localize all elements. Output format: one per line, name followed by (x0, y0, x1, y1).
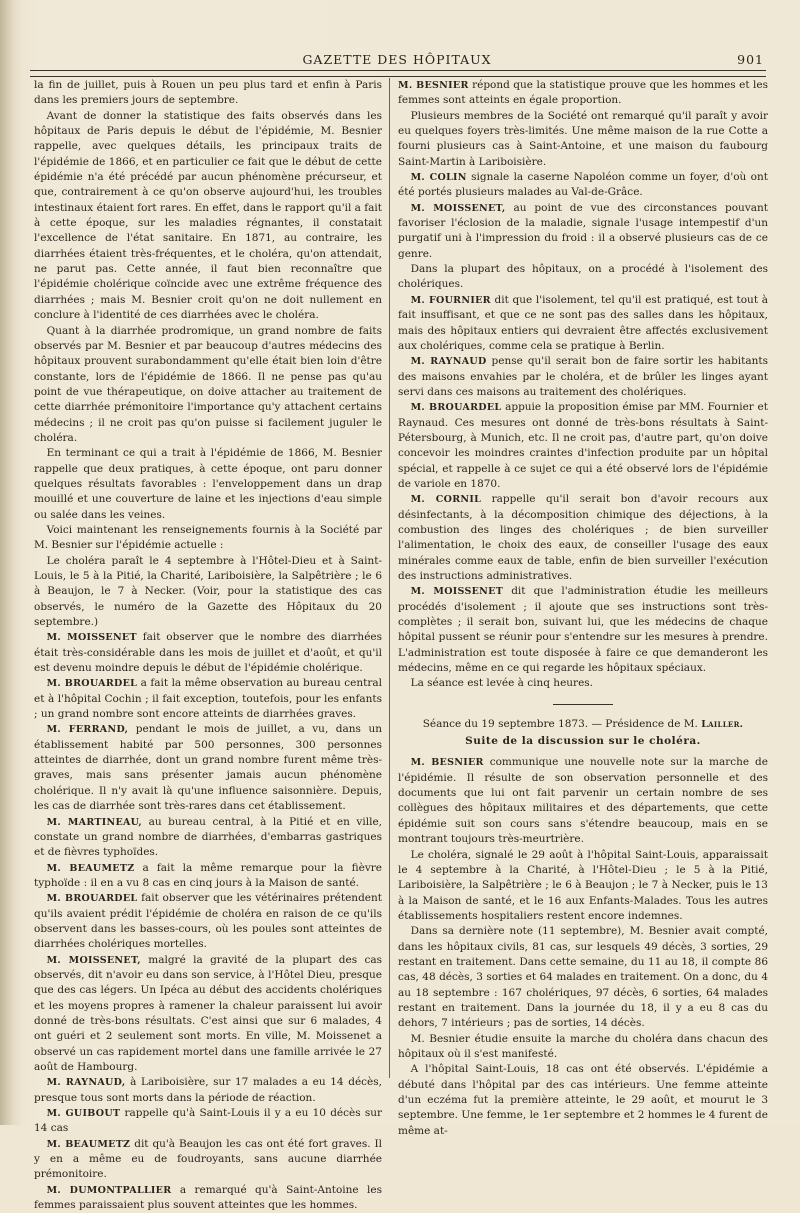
paragraph-text: Dans la plupart des hôpitaux, on a procédé à l'isolement des cholériques. (398, 263, 768, 291)
speaker-name: M. BEAUMETZ (46, 862, 135, 874)
paragraph (398, 676, 768, 691)
column-separator (389, 78, 390, 1078)
paragraph-text: appuie la proposition émise par MM. Fournier et Raynaud. Ces mesures ont donné de très-bons résultats à Saint-Pétersbourg, à Munich, etc. Il ne croit pas, d'autre part, qu'on doive concevoir les moindres craintes d'infection produite par un hôpital spécial, et rappelle à ce sujet ce qui a été observé lors de l'épidémie de variole en 1870. (398, 401, 768, 490)
paragraph-text: En terminant ce qui a trait à l'épidémie de 1866, M. Besnier rappelle que deux pratiques, à cette époque, ont paru donner quelques résultats favorables : l'enveloppement dans un drap mouillé et une couverture de laine et les injections d'eau simple ou salée dans les veines. (34, 447, 382, 521)
speaker-name: M. BEAUMETZ (46, 1138, 131, 1150)
paragraph (34, 109, 382, 324)
paragraph-text: à Lariboisière, sur 17 malades a eu 14 décès, presque tous sont morts dans la période de réaction. (34, 1076, 383, 1104)
speaker-name: M. GUIBOUT (46, 1108, 121, 1120)
paragraph (34, 1106, 382, 1137)
paragraph (34, 722, 382, 814)
speaker-name: M. RAYNAUD, (46, 1077, 126, 1089)
paragraph (398, 1062, 768, 1139)
speaker-name: M. MOISSENET, (410, 202, 506, 214)
paragraph-text: La séance est levée à cinq heures. (410, 677, 594, 690)
paragraph (34, 630, 382, 676)
right-column-bottom (398, 755, 768, 1139)
speaker-name: M. BROUARDEL (46, 893, 138, 905)
paragraph (398, 1032, 768, 1063)
paragraph-text: pense qu'il serait bon de faire sortir les habitants des maisons envahies par le choléra, et de brûler les linges ayant servi dans ces maisons au traitement des cholériques. (398, 355, 768, 398)
paragraph (398, 492, 768, 584)
paragraph-text: fait observer que le nombre des diarrhées était très-considérable dans les mois de juillet et d'août, et qu'il est devenu moindre depuis le début de l'épidémie cholérique. (34, 631, 383, 675)
paragraph (398, 109, 768, 170)
session-subheading: Suite de la discussion sur le choléra. (465, 735, 701, 748)
paragraph (34, 676, 382, 722)
session-president: Lailler. (701, 718, 744, 730)
speaker-name: M. FERRAND, (46, 724, 129, 736)
speaker-name: M. MOISSENET, (46, 954, 141, 966)
speaker-name: M. CORNIL (410, 494, 482, 506)
paragraph-text: dit que l'administration étudie les meilleurs procédés d'isolement ; il ajoute que ses instructions sont très-complètes ; il serait bon, suivant lui, que les médecins de chaque hôpital pussent se réunir pour s'entendre sur les mesures à prendre. L'administration est toute disposée à faire ce que demanderont les médecins, même en ce qui regarde les hôpitaux spéciaux. (398, 585, 768, 675)
paragraph-text: Le choléra paraît le 4 septembre à l'Hôtel-Dieu et à Saint-Louis, le 5 à la Pitié, la Charité, Lariboisière, la Salpêtrière ; le 6 à Beaujon, le 7 à Necker. (Voir, pour la statistique des cas observés, le numéro de la Gazette des Hôpitaux du 20 septembre.) (34, 554, 382, 629)
page-number: 901 (737, 52, 764, 67)
paragraph (398, 755, 768, 847)
paragraph-text: dit que l'isolement, tel qu'il est pratiqué, est tout à fait insuffisant, et que ce ne sont pas des salles dans les hôpitaux, mais des hôpitaux entiers qui devraient être affectés exclusivement aux cholériques, comme cela se pratique à Berlin. (398, 293, 768, 352)
paragraph (398, 78, 768, 109)
paragraph-text: répond que la statistique prouve que les hommes et les femmes sont atteints en égale proportion. (398, 79, 768, 107)
paragraph-text: au point de vue des circonstances pouvant favoriser l'éclosion de la maladie, signale l'usage intempestif d'un purgatif uni à l'impression du froid : il a observé plusieurs cas de ce genre. (398, 201, 768, 260)
right-column (398, 78, 768, 1139)
session-heading: Séance du 19 septembre 1873. — Présidence de M. Lailler. (422, 717, 744, 730)
paragraph-text: rappelle qu'il serait bon d'avoir recours aux désinfectants, à la décomposition chimique des déjections, à la combustion des linges des cholériques ; de bien surveiller l'alimentation, le choix des eaux, de conseiller l'usage des eaux minérales comme eaux de table, enfin de bien surveiller l'exécution des instructions administratives. (398, 493, 768, 582)
paragraph (34, 861, 382, 892)
paragraph-text: dit qu'à Beaujon les cas ont été fort graves. Il y en a même eu de foudroyants, sans aucune diarrhée prémonitoire. (34, 1137, 382, 1181)
paragraph (34, 554, 382, 631)
speaker-name: M. MOISSENET (410, 586, 504, 598)
paragraph-text: la fin de juillet, puis à Rouen un peu plus tard et enfin à Paris dans les premiers jours de septembre. (34, 79, 382, 107)
paragraph-text: fait observer que les vétérinaires prétendent qu'ils avaient prédit l'épidémie de choléra en raison de ce qu'ils observent dans les basses-cours, où les poules sont atteintes de diarrhées cholériques mortelles. (34, 892, 382, 951)
left-column (34, 78, 382, 1213)
paragraph (34, 1075, 382, 1106)
paragraph (398, 201, 768, 262)
speaker-name: M. COLIN (410, 172, 467, 184)
paragraph (34, 78, 382, 109)
paragraph-text: a fait la même remarque pour la fièvre typhoïde : il en a vu 8 cas en cinq jours à la Maison de santé. (34, 861, 382, 889)
paragraph (398, 170, 768, 201)
paragraph-text: A l'hôpital Saint-Louis, 18 cas ont été observés. L'épidémie a débuté dans l'hôpital par des cas intérieurs. Une femme atteinte d'un eczéma fut la première atteinte, le 29 août, et mourut le 3 septembre. Une femme, le 1er septembre et 2 hommes le 4 furent de même at- (398, 1063, 768, 1137)
paragraph-text: M. Besnier étudie ensuite la marche du choléra dans chacun des hôpitaux où il s'est manifesté. (398, 1032, 768, 1060)
speaker-name: M. DUMONTPALLIER (46, 1184, 172, 1196)
paragraph (398, 400, 768, 492)
paragraph-text: rappelle qu'à Saint-Louis il y a eu 10 décès sur 14 cas (34, 1107, 383, 1135)
paragraph (34, 523, 382, 554)
paragraph-text: a fait la même observation au bureau central et à l'hôpital Cochin ; il fait exception, toutefois, pour les enfants ; un grand nombre sont encore atteints de diarrhées graves. (34, 677, 382, 721)
paragraph (398, 924, 768, 1031)
paragraph-text: a remarqué qu'à Saint-Antoine les femmes paraissaient plus souvent atteintes que les hommes. (34, 1183, 382, 1212)
paragraph-text: Plusieurs membres de la Société ont remarqué qu'il paraît y avoir eu quelques foyers très-limités. Une même maison de la rue Cotte a fourni plusieurs cas à Saint-Antoine, et une maison du faubourg Saint-Martin à Lariboisière. (398, 109, 768, 168)
paragraph-text: pendant le mois de juillet, a vu, dans un établissement habité par 500 personnes, 300 personnes atteintes de diarrhée, dont un grand nombre furent même très-graves, mais sans présenter jamais aucun phénomène cholérique. Il n'y avait là qu'une influence saisonnière. Depuis, les cas de diarrhée sont très-rares dans cet établissement. (34, 723, 382, 813)
paragraph (398, 354, 768, 400)
speaker-name: M. BESNIER (410, 757, 484, 769)
speaker-name: M. BESNIER (398, 80, 469, 91)
section-rule (553, 704, 613, 705)
paragraph (34, 891, 382, 952)
binding-shadow (0, 0, 22, 1125)
paragraph (34, 815, 382, 861)
paragraph (34, 324, 382, 447)
paragraph (398, 262, 768, 293)
paragraph (34, 1183, 382, 1213)
paragraph (398, 584, 768, 676)
journal-title: GAZETTE DES HÔPITAUX (302, 52, 492, 67)
paragraph-text: Le choléra, signalé le 29 août à l'hôpital Saint-Louis, apparaissait le 4 septembre à la Charité, à l'Hôtel-Dieu ; le 5 à la Pitié, Lariboisière, la Salpêtrière ; le 6 à Beaujon ; le 7 à Necker, puis le 13 à la Maison de santé, et le 16 aux Enfants-Malades. Tous les autres établissements hospitaliers restent encore indemnes. (398, 848, 768, 922)
paragraph-text: Quant à la diarrhée prodromique, un grand nombre de faits observés par M. Besnier et par beaucoup d'autres médecins des hôpitaux prouvent surabondamment qu'elle était bien loin d'être constante, lors de l'épidémie de 1866. Il ne pense pas qu'au point de vue thérapeutique, on doive attacher au traitement de cette diarrhée prémonitoire l'importance qu'y attachent certains médecins ; il ne croit pas qu'on puisse si facilement juguler le choléra. (34, 324, 382, 444)
paragraph (398, 293, 768, 354)
header-rule (30, 70, 766, 77)
speaker-name: M. RAYNAUD (410, 356, 487, 368)
paragraph (34, 1137, 382, 1183)
paragraph-text: signale la caserne Napoléon comme un foyer, d'où ont été portés plusieurs malades au Val-de-Grâce. (398, 171, 768, 199)
paragraph (34, 446, 382, 523)
paragraph (398, 848, 768, 925)
paragraph-text: Dans sa dernière note (11 septembre), M. Besnier avait compté, dans les hôpitaux civils, 81 cas, sur lesquels 49 décès, 3 sorties, 29 restant en traitement. Dans cette semaine, du 11 au 18, il compte 86 cas, 48 décès, 3 sorties et 64 malades en traitement. On a donc, du 4 au 18 septembre : 167 cholériques, 97 décès, 6 sorties, 64 malades restant en traitement. Dans la journée du 18, il y a eu 8 cas du dehors, 7 intérieurs ; pas de sorties, 14 décès. (398, 925, 768, 1030)
speaker-name: M. MARTINEAU, (46, 816, 142, 828)
speaker-name: M. FOURNIER (410, 294, 491, 306)
right-column-top (398, 78, 768, 692)
page-header (30, 52, 764, 68)
speaker-name: M. MOISSENET (46, 632, 137, 644)
paragraph-text: au bureau central, à la Pitié et en ville, constate un grand nombre de diarrhées, d'embarras gastriques et de fièvres typhoïdes. (34, 815, 382, 859)
speaker-name: M. BROUARDEL (410, 402, 502, 414)
paragraph-text: Voici maintenant les renseignements fournis à la Société par M. Besnier sur l'épidémie actuelle : (34, 523, 382, 552)
paragraph-text: Avant de donner la statistique des faits observés dans les hôpitaux de Paris depuis le début de l'épidémie, M. Besnier rappelle, avec quelques détails, les principaux traits de l'épidémie de 1866, et en particulier ce fait que le début de cette épidémie n'a été précédé par aucun phénomène précurseur, et que, contrairement à ce qu'on observe aujourd'hui, les troubles intestinaux étaient fort rares. En effet, dans le rapport qu'il a fait à cette époque, sur les maladies régnantes, il constatait l'excellence de l'état sanitaire. En 1871, au contraire, les diarrhées étaient très-fréquentes, et le choléra, qu'on attendait, ne parut pas. Cette année, il faut bien reconnaître que l'épidémie cholérique coïncide avec une extrême fréquence des diarrhées ; mais M. Besnier croit qu'on ne doit nullement en conclure à l'identité de ces diarrhées avec le choléra. (34, 109, 382, 322)
speaker-name: M. BROUARDEL (46, 678, 138, 690)
paragraph-text: malgré la gravité de la plupart des cas observés, dit n'avoir eu dans son service, à l'Hôtel Dieu, presque que des cas légers. Un Ipéca au début des accidents cholériques et les moyens propres à ramener la chaleur paraissent lui avoir donné de très-bons résultats. C'est ainsi que sur 6 malades, 4 ont guéri et 2 seulement sont morts. En ville, M. Moissenet a observé un cas rapidement mortel dans une famille arrivée le 27 août de Hambourg. (34, 953, 383, 1073)
paragraph (34, 953, 382, 1076)
paragraph-text: communique une nouvelle note sur la marche de l'épidémie. Il résulte de son observation personnelle et des documents que lui ont fait parvenir un certain nombre de ses collègues des hôpitaux militaires et des départements, que cette épidémie suit son cours sans s'étendre beaucoup, mais en se montrant toujours très-meurtrière. (398, 756, 768, 846)
